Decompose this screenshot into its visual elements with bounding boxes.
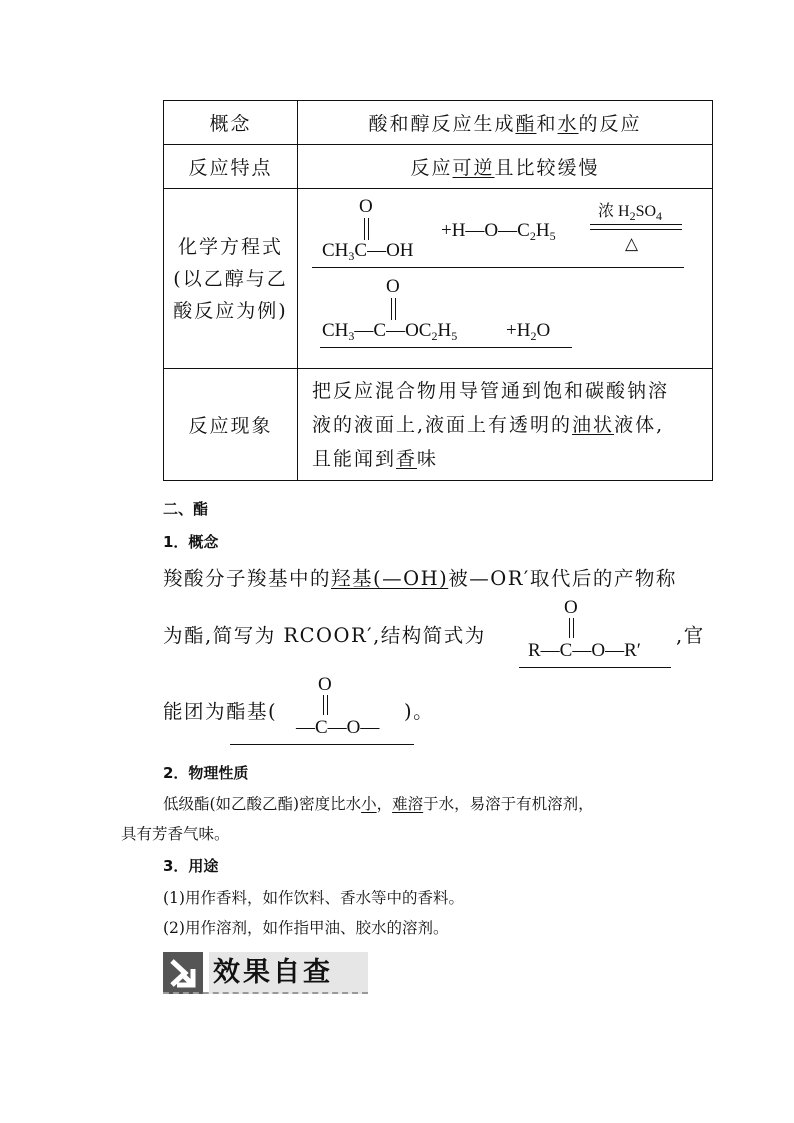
banner-title: 效果自查 [209, 952, 368, 994]
self-check-banner [163, 952, 368, 994]
ethyl-acetate: $CH_3—C—OC_2H_5$ [322, 319, 458, 343]
heat-icon: △ [625, 233, 639, 253]
physical-properties-line1: 低级酯(如乙酸乙酯)密度比水小，难溶于水，易溶于有机溶剂， [163, 795, 594, 813]
struct2-oxygen: O [318, 674, 332, 695]
water: $+H_2O$ [506, 319, 551, 343]
subheading-concept: 1．概念 [163, 533, 219, 551]
arrow-icon [163, 952, 203, 994]
ester-underline [320, 347, 572, 348]
label-feature: 反应特点 [164, 145, 298, 189]
label-equation: 化学方程式 (以乙醇与乙 酸反应为例) [164, 189, 298, 369]
ester-double-bond [391, 298, 392, 320]
ester-definition-line1: 羧酸分子羧基中的羟基(—OH)被—OR′取代后的产物称 [163, 567, 677, 590]
functional-group-line: 能团为酯基( [163, 700, 278, 723]
struct2-underline [230, 744, 414, 745]
struct2-double-bond [323, 695, 324, 715]
ester-structure: R—C—O—R′ [528, 640, 641, 661]
use-flavoring: (1)用作香料，如作饮料、香水等中的香料。 [163, 889, 464, 907]
section-heading: 二、酯 [163, 500, 209, 518]
struct1-oxygen: O [564, 597, 578, 618]
functional-group-end: )。 [404, 700, 435, 723]
concept-value: 酸和醇反应生成酯和水的反应 [298, 101, 713, 145]
ethanol: $+H—O—C_2H_5$ [441, 219, 556, 243]
struct1-double-bond [569, 618, 570, 638]
acid-double-bond [364, 218, 365, 240]
phenomenon-value: 把反应混合物用导管通到饱和碳酸钠溶 液的液面上,液面上有透明的油状液体, 且能闻到香味 [298, 369, 713, 481]
label-concept: 概念 [164, 101, 298, 145]
esterification-table [163, 100, 713, 481]
forward-arrow [590, 224, 682, 225]
ester-definition-line2: 为酯,简写为 RCOOR′,结构简式为 [163, 624, 486, 647]
ester-oxygen: O [386, 275, 400, 297]
subheading-uses: 3．用途 [163, 857, 219, 875]
acetic-acid: $CH_3C—OH$ [322, 239, 414, 263]
catalyst: 浓 $H_2SO_4$ [598, 202, 663, 223]
equation-cell [298, 189, 713, 369]
acid-oxygen: O [359, 195, 373, 217]
ester-group: —C—O— [296, 717, 380, 738]
struct1-underline [519, 667, 671, 668]
ester-definition-cont: ,官 [676, 624, 705, 647]
subheading-physical: 2．物理性质 [163, 764, 249, 782]
use-solvent: (2)用作溶剂，如作指甲油、胶水的溶剂。 [163, 919, 449, 937]
label-phenomenon: 反应现象 [164, 369, 298, 481]
physical-properties-line2: 具有芳香气味。 [121, 825, 230, 843]
reverse-arrow [590, 229, 682, 230]
equation-separator [312, 267, 684, 268]
feature-value: 反应可逆且比较缓慢 [298, 145, 713, 189]
